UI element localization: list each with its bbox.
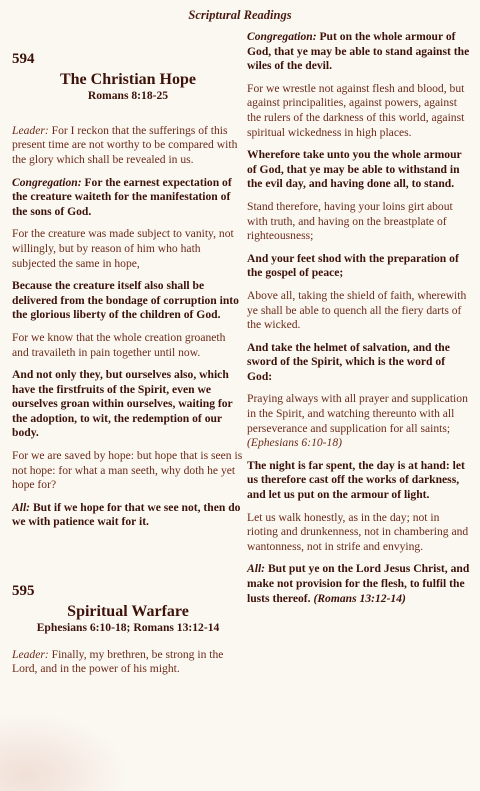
reading-595-paragraph-4 — [247, 200, 472, 244]
page-stain — [0, 711, 130, 791]
paragraph-text: Let us walk honestly, as in the day; not in rioting and drunkenness, not in chambering and wantonness, not in strife and envying. — [247, 510, 469, 553]
reading-595-paragraph-7 — [247, 341, 472, 385]
reading-595-paragraph-5 — [247, 252, 472, 281]
paragraph-text: Because the creature itself also shall be delivered from the bondage of corruption into the glorious liberty of the children of God. — [12, 279, 239, 322]
reading-595-paragraph-1 — [247, 30, 472, 74]
reading-594-paragraph-6 — [12, 368, 244, 441]
reading-594-paragraph-8 — [12, 501, 244, 530]
reading-594-paragraph-4 — [12, 279, 244, 323]
reading-595-paragraph-10 — [247, 511, 472, 555]
reading-594-paragraph-7 — [12, 449, 244, 493]
reading-title-595: Spiritual Warfare — [67, 602, 189, 620]
paragraph-text: And your feet shod with the preparation of the gospel of peace; — [247, 251, 459, 280]
paragraph-text: Put on the whole armour of God, that ye may be able to stand against the wiles of the devil. — [247, 30, 470, 73]
paragraph-text: And not only they, but ourselves also, which have the firstfruits of the Spirit, even we ourselves groan within ourselves, waiting for the adoption, to wit, the redemption of our body. — [12, 368, 233, 440]
paragraph-text: For the earnest expectation of the creature waiteth for the manifestation of the sons of God. — [12, 175, 232, 218]
paragraph-text: For we wrestle not against flesh and blood, but against principalities, against powers, against the rulers of the darkness of this world, against spiritual wickedness in high places. — [247, 81, 465, 139]
speaker-role: Congregation: — [247, 30, 317, 43]
right-column — [247, 30, 472, 614]
reading-number-594: 594 — [12, 51, 35, 67]
reading-594-paragraph-5 — [12, 331, 244, 360]
reading-number-595: 595 — [12, 583, 35, 600]
reading-595-leader-paragraph — [12, 648, 244, 677]
paragraph-text: But if we hope for that we see not, then do we with patience wait for it. — [12, 500, 241, 529]
left-column — [12, 52, 244, 685]
page-header: Scriptural Readings — [188, 8, 292, 22]
reading-595-paragraph-9 — [247, 459, 472, 503]
paragraph-text: For I reckon that the sufferings of this present time are not worthy to be compared with the glory which shall be revealed in us. — [12, 123, 238, 166]
speaker-role: Leader: — [12, 123, 49, 137]
paragraph-text: Wherefore take unto you the whole armour of God, that ye may be able to withstand in the evil day, and having done all, to stand. — [247, 148, 462, 191]
reading-595-paragraph-11 — [247, 562, 472, 606]
reading-595-paragraph-3 — [247, 148, 472, 192]
scripture-citation: (Ephesians 6:10-18) — [247, 436, 342, 450]
paragraph-text: For we are saved by hope: but hope that is seen is not hope: for what a man seeth, why doth he yet hope for? — [12, 449, 243, 492]
reading-595-paragraph-6 — [247, 289, 472, 333]
reading-title-594: The Christian Hope — [59, 70, 196, 88]
reading-594-paragraph-3 — [12, 227, 244, 271]
paragraph-text: Praying always with all prayer and supplication in the Spirit, and watching thereunto with all perseverance and supplication for all saints; — [247, 392, 468, 435]
speaker-role: All: — [247, 562, 266, 576]
reading-reference-595: Ephesians 6:10-18; Romans 13:12-14 — [36, 621, 220, 635]
paragraph-text: For the creature was made subject to vanity, not willingly, but by reason of him who hath subjected the same in hope, — [12, 227, 234, 270]
reading-reference-594: Romans 8:18-25 — [87, 89, 169, 103]
paragraph-text: Above all, taking the shield of faith, wherewith ye shall be able to quench all the fiery darts of the wicked. — [247, 288, 467, 332]
reading-595-paragraph-2 — [247, 82, 472, 140]
paragraph-text: The night is far spent, the day is at hand: let us therefore cast off the works of darkness, and let us put on the armour of light. — [247, 458, 465, 502]
reading-595-paragraph-8 — [247, 392, 472, 450]
speaker-role: Congregation: — [12, 175, 82, 189]
reading-594-paragraph-2 — [12, 176, 244, 220]
paragraph-text: Finally, my brethren, be strong in the Lord, and in the power of his might. — [12, 647, 224, 676]
paragraph-text: For we know that the whole creation groaneth and travaileth in pain together until now. — [12, 330, 226, 359]
section-spacer — [12, 538, 244, 584]
scripture-citation: (Romans 13:12-14) — [313, 591, 406, 605]
paragraph-text: Stand therefore, having your loins girt about with truth, and having on the breastplate of righteousness; — [247, 199, 453, 243]
paragraph-text: But put ye on the Lord Jesus Christ, and make not provision for the flesh, to fulfil the lusts thereof. — [247, 562, 470, 605]
speaker-role: Leader: — [12, 647, 49, 661]
speaker-role: All: — [12, 500, 31, 514]
paragraph-text: And take the helmet of salvation, and the sword of the Spirit, which is the word of God: — [247, 340, 450, 383]
reading-594-paragraph-1 — [12, 124, 244, 168]
